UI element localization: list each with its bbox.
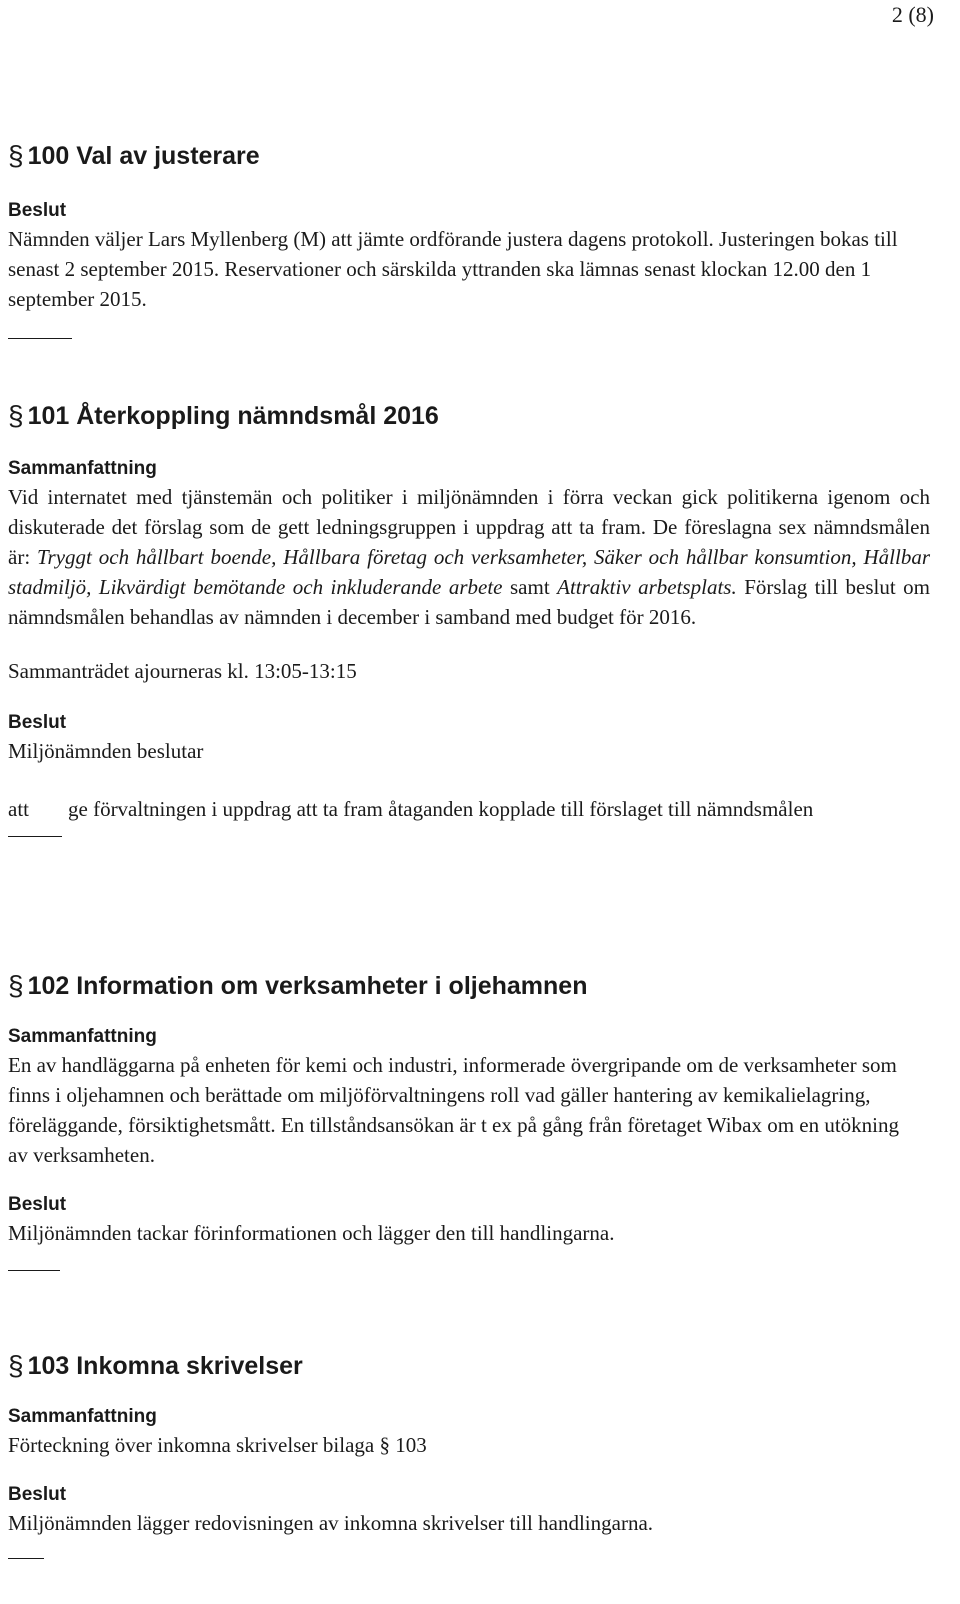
section-sign: § <box>8 140 24 171</box>
att-label: att <box>8 797 29 821</box>
summary-text-part2: Förslag till beslut om nämndsmålen behandlas av nämnden i december i samband med budget för 2016. <box>8 575 930 629</box>
decides-text: Miljönämnden beslutar <box>8 739 204 763</box>
section-100-heading <box>8 140 938 172</box>
last-goal: Attraktiv arbetsplats. <box>557 575 737 599</box>
section-103 <box>8 1350 938 1559</box>
att-clause <box>8 794 938 824</box>
section-divider <box>8 1270 60 1271</box>
summary-text <box>8 482 930 632</box>
section-103-heading <box>8 1350 938 1382</box>
and-word: samt <box>502 575 558 599</box>
summary-label: Sammanfattning <box>8 458 157 479</box>
section-103-title: 103 Inkomna skrivelser <box>27 1352 303 1380</box>
att-text: ge förvaltningen i uppdrag att ta fram åtaganden kopplade till förslaget till nämndsmålen <box>68 797 814 821</box>
section-102-title: 102 Information om verksamheter i oljehamnen <box>27 972 588 1000</box>
section-101-heading <box>8 400 938 432</box>
beslut-label: Beslut <box>8 1194 67 1215</box>
beslut-text: Miljönämnden lägger redovisningen av inkomna skrivelser till handlingarna. <box>8 1511 654 1535</box>
beslut-label: Beslut <box>8 1484 67 1505</box>
section-101-title: 101 Återkoppling nämndsmål 2016 <box>27 402 439 430</box>
beslut-label: Beslut <box>8 200 67 221</box>
section-100 <box>8 140 938 339</box>
adjourn-text: Sammanträdet ajourneras kl. 13:05-13:15 <box>8 659 357 683</box>
beslut-label: Beslut <box>8 712 67 733</box>
section-102 <box>8 970 938 1271</box>
section-sign: § <box>8 970 24 1001</box>
summary-text: En av handläggarna på enheten för kemi och industri, informerade övergripande om de verksamheter som finns i oljehamnen och berättade om miljöförvaltningens roll vad gäller hantering av kemikalielagring, föreläggande, försiktighetsmått. En tillståndsansökan är t ex på gång från företaget Wibax om en utökning av verksamheten. <box>8 1053 900 1167</box>
section-101 <box>8 400 938 837</box>
section-divider <box>8 836 62 837</box>
goals-list: Tryggt och hållbart boende, Hållbara företag och verksamheter, Säker och hållbar konsumtion, Hållbar stadmiljö, Likvärdigt bemötande och inkluderande arbete <box>8 545 930 599</box>
summary-text-part1: Vid internatet med tjänstemän och politiker i miljönämnden i förra veckan gick politikerna igenom och diskuterade det förslag som de gett ledningsgruppen i uppdrag att ta fram. De föreslagna sex nämndsmålen är: <box>8 485 930 569</box>
section-sign: § <box>8 1350 24 1381</box>
summary-text: Förteckning över inkomna skrivelser bilaga § 103 <box>8 1433 427 1457</box>
section-divider <box>8 1558 44 1559</box>
section-divider <box>8 338 72 339</box>
summary-label: Sammanfattning <box>8 1406 157 1427</box>
section-sign: § <box>8 400 24 431</box>
section-102-heading <box>8 970 938 1002</box>
summary-label: Sammanfattning <box>8 1026 157 1047</box>
beslut-text: Miljönämnden tackar förinformationen och lägger den till handlingarna. <box>8 1221 615 1245</box>
section-100-title: 100 Val av justerare <box>27 142 260 170</box>
page-number: 2 (8) <box>891 2 934 27</box>
beslut-text: Nämnden väljer Lars Myllenberg (M) att jämte ordförande justera dagens protokoll. Justeringen bokas till senast 2 september 2015. Reservationer och särskilda yttranden ska lämnas senast klockan 12.00 den 1 september 2015. <box>8 227 898 311</box>
